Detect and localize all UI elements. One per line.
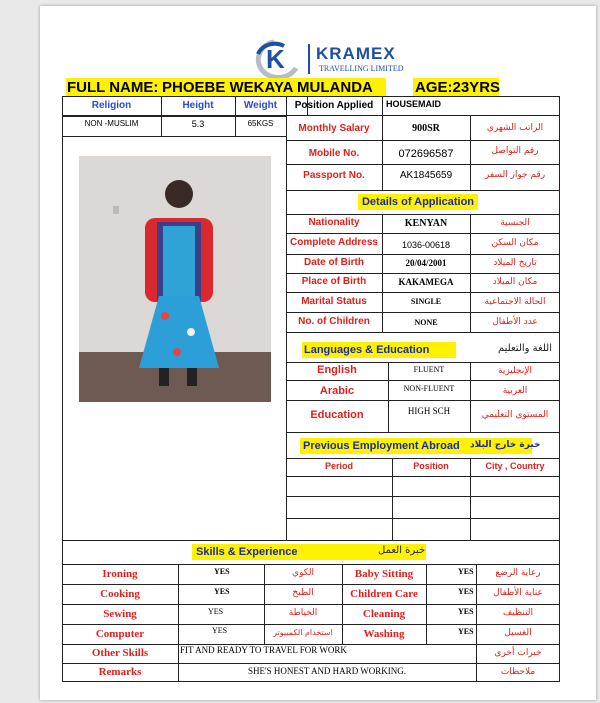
logo-brand: KRAMEX (316, 44, 396, 63)
skill-computer-arabic: استخدام الكمبيوتر (273, 628, 333, 637)
position-label: Position Applied (294, 100, 374, 111)
other-skills-arabic: خبرات أخرى (494, 648, 542, 658)
skill-sewing-value: YES (208, 607, 224, 616)
skill-ironing-label: Ironing (102, 568, 138, 580)
skill-cooking-value: YES (214, 587, 230, 596)
remarks-label: Remarks (98, 666, 142, 678)
skill-sewing-label: Sewing (103, 608, 137, 620)
passport-label: Passport No. (303, 170, 365, 181)
salary-arabic: الراتب الشهري (486, 123, 544, 133)
mobile-value: 072696587 (398, 148, 454, 160)
other-skills-value: FIT AND READY TO TRAVEL FOR WORK (180, 645, 347, 655)
employment-title-arabic: خبرة خارج البلاد (470, 440, 541, 450)
salary-value: 900SR (412, 123, 440, 134)
employment-city-header: City , Country (485, 461, 545, 471)
age: AGE:23YRS (415, 79, 501, 96)
skills-title: Skills & Experience (196, 546, 298, 558)
religion-label: Religion (91, 100, 132, 111)
details-title: Details of Application (361, 196, 475, 208)
skill-cleaning-label: Cleaning (362, 608, 406, 620)
salary-label: Monthly Salary (298, 123, 370, 134)
children-label: No. of Children (298, 316, 370, 327)
skill-computer-label: Computer (95, 628, 145, 640)
skill-ironing-value: YES (214, 567, 230, 576)
logo-divider (308, 44, 310, 74)
dob-value: 20/04/2001 (405, 258, 447, 268)
full-name: PHOEBE WEKAYA MULANDA (162, 79, 373, 96)
skill-cleaning-value: YES (458, 607, 474, 616)
arabic-arabic: العربية (502, 386, 528, 396)
pob-value: KAKAMEGA (398, 277, 454, 287)
skill-babysitting-label: Baby Sitting (354, 568, 414, 580)
skill-washing-arabic: الغسيل (504, 628, 532, 638)
logo-tagline: TRAVELLING LIMITED (319, 64, 404, 73)
address-arabic: مكان السكن (491, 238, 539, 248)
passport-value: AK1845659 (399, 170, 453, 181)
nationality-label: Nationality (308, 217, 360, 228)
remarks-value: SHE'S HONEST AND HARD WORKING. (247, 666, 407, 676)
applicant-photo (79, 156, 271, 402)
arabic-value: NON-FLUENT (403, 384, 455, 393)
address-value: 1036-00618 (401, 240, 451, 250)
skill-computer-value: YES (212, 626, 228, 635)
height-label: Height (182, 100, 214, 111)
skill-babysitting-arabic: رعاية الرضع (495, 568, 541, 578)
full-name-label: FULL NAME: (67, 79, 159, 96)
lang-title: Languages & Education (304, 344, 430, 356)
skill-cooking-arabic: الطبخ (292, 588, 314, 598)
mobile-label: Mobile No. (308, 148, 360, 159)
skill-cleaning-arabic: التنظيف (502, 608, 534, 618)
skill-cooking-label: Cooking (100, 588, 140, 600)
skill-sewing-arabic: الخياطة (288, 608, 318, 618)
skill-babysitting-value: YES (458, 567, 474, 576)
skills-title-arabic: خبرة العمل (378, 545, 426, 556)
dob-arabic: تاريخ الميلاد (493, 258, 537, 268)
application-form-page (40, 6, 596, 700)
employment-title: Previous Employment Abroad (303, 440, 460, 452)
english-label: English (317, 364, 357, 376)
applicant-photo-icon (79, 156, 271, 402)
skill-childrencare-value: YES (458, 587, 474, 596)
employment-period-header: Period (324, 461, 353, 471)
education-value: HIGH SCH (407, 406, 451, 416)
other-skills-label: Other Skills (91, 647, 149, 659)
arabic-label: Arabic (319, 385, 355, 397)
skill-childrencare-label: Children Care (350, 588, 418, 600)
marital-value: SINGLE (410, 297, 442, 306)
address-label: Complete Address (290, 237, 378, 248)
nationality-value: KENYAN (404, 218, 448, 229)
lang-title-arabic: اللغة والتعليم (498, 343, 552, 354)
employment-position-header: Position (413, 461, 449, 471)
english-value: FLUENT (413, 365, 445, 374)
skill-washing-label: Washing (363, 628, 405, 640)
english-arabic: الإنجليزية (498, 366, 532, 376)
nationality-arabic: الجنسية (500, 218, 530, 228)
skill-childrencare-arabic: عناية الأطفال (493, 588, 543, 598)
education-label: Education (310, 409, 364, 421)
marital-label: Marital Status (301, 296, 367, 307)
skill-washing-value: YES (458, 627, 474, 636)
height-value: 5.3 (191, 119, 205, 129)
religion-value: NON -MUSLIM (84, 119, 139, 128)
children-arabic: عدد الأطفال (492, 317, 538, 327)
dob-label: Date of Birth (304, 257, 364, 268)
position-value: HOUSEMAID (386, 99, 442, 109)
remarks-arabic: ملاحظات (500, 667, 536, 677)
mobile-arabic: رقم التواصل (491, 146, 539, 156)
education-arabic: المستوى التعليمي (481, 410, 549, 420)
children-value: NONE (414, 318, 438, 327)
marital-arabic: الحالة الاجتماعية (484, 297, 546, 307)
logo-mark: K (266, 44, 285, 74)
passport-arabic: رقم جواز السفر (484, 170, 546, 180)
skill-ironing-arabic: الكوي (292, 568, 314, 578)
weight-label: Weight (243, 100, 278, 111)
weight-value: 65KGS (247, 119, 274, 128)
pob-label: Place of Birth (301, 276, 367, 287)
pob-arabic: مكان الميلاد (492, 277, 538, 287)
